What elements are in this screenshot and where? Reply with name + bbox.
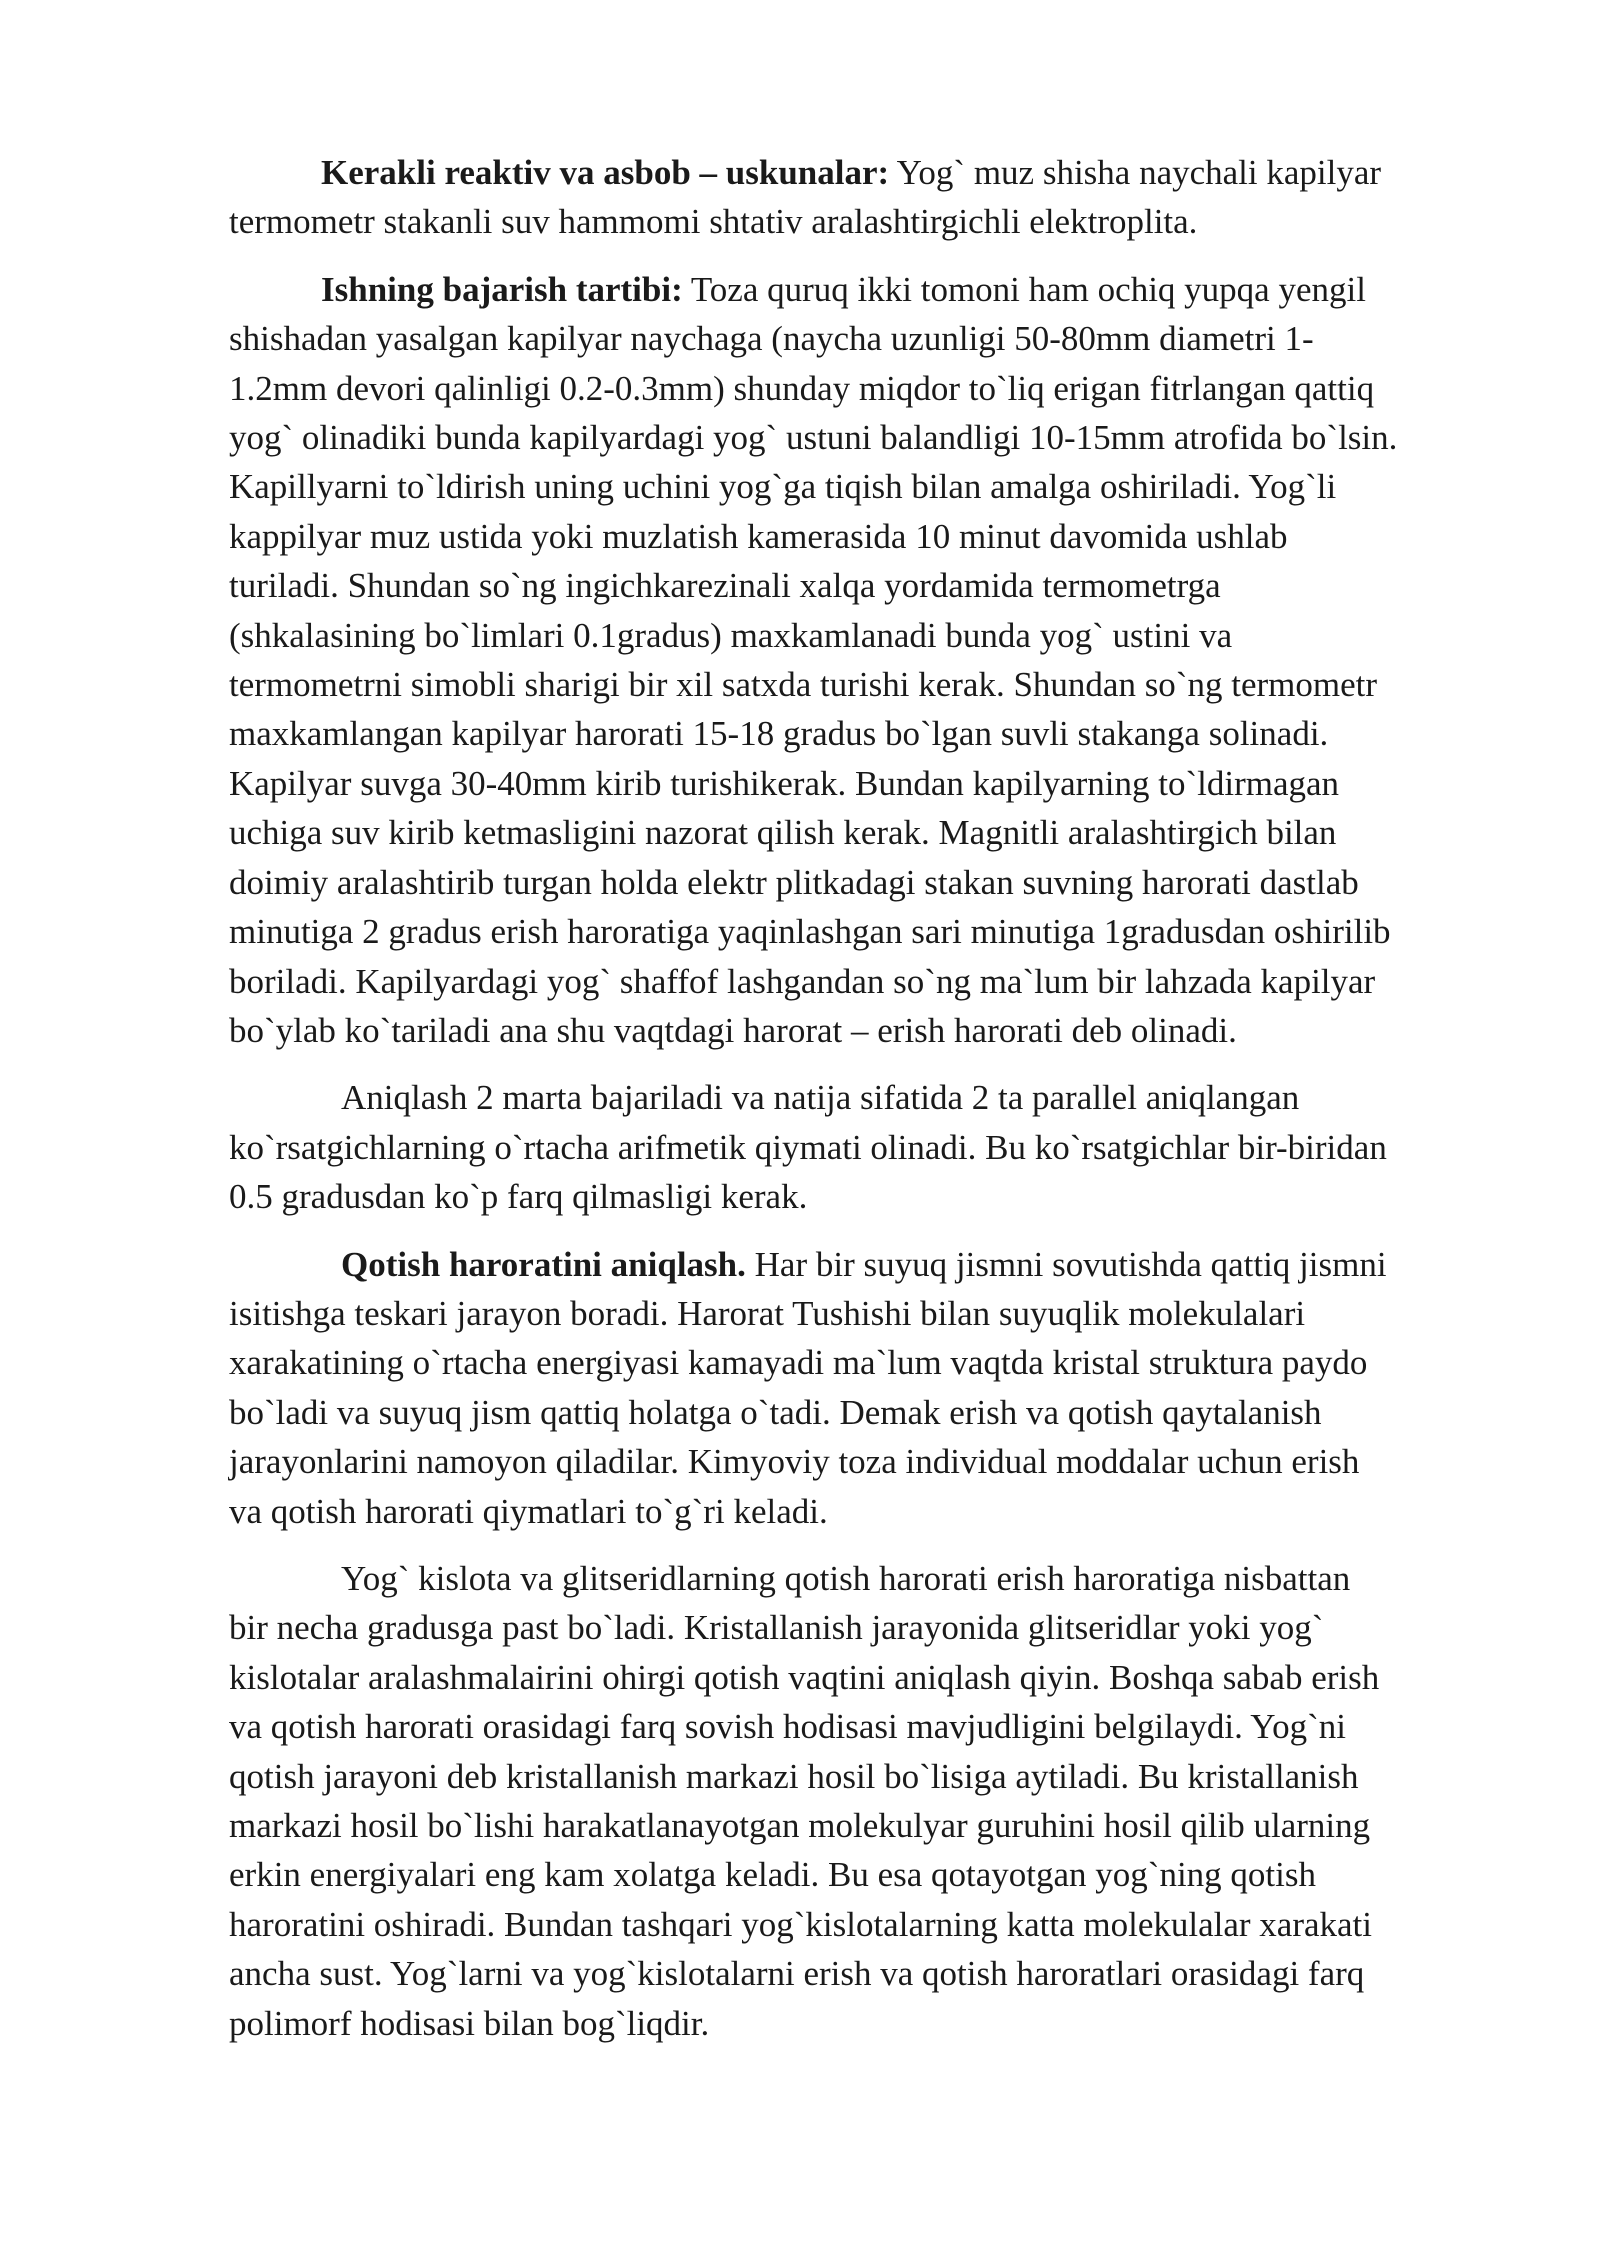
paragraph-line: bo`ladi va suyuq jism qattiq holatga o`tadi. Demak erish va qotish qaytalanish [229, 1392, 1322, 1432]
paragraph-line: boriladi. Kapilyardagi yog` shaffof lashgandan so`ng ma`lum bir lahzada kapilyar [229, 961, 1376, 1001]
paragraph-line: xarakatining o`rtacha energiyasi kamayadi ma`lum vaqtda kristal struktura paydo [229, 1343, 1368, 1383]
paragraph-procedure [229, 265, 1491, 1056]
paragraph-line: termometr stakanli suv hammomi shtativ aralashtirgichli elektroplita. [229, 202, 1198, 242]
paragraph-freezing [229, 1240, 1491, 1536]
paragraph-line: haroratini oshiradi. Bundan tashqari yog`kislotalarning katta molekulalar xarakati [229, 1904, 1372, 1944]
paragraph-line: ancha sust. Yog`larni va yog`kislotalarni erish va qotish haroratlari orasidagi farq [229, 1954, 1365, 1994]
paragraph-line: maxkamlangan kapilyar harorati 15-18 gradus bo`lgan suvli stakanga solinadi. [229, 714, 1329, 754]
paragraph-line: uchiga suv kirib ketmasligini nazorat qilish kerak. Magnitli aralashtirgich bilan [229, 813, 1337, 853]
paragraph-line: Yog` kislota va glitseridlarning qotish harorati erish haroratiga nisbattan [341, 1558, 1351, 1598]
paragraph-line: qotish jarayoni deb kristallanish markazi hosil bo`lisiga aytiladi. Bu kristallanish [229, 1756, 1359, 1796]
paragraph-line: turiladi. Shundan so`ng ingichkarezinali xalqa yordamida termometrga [229, 566, 1221, 606]
paragraph-line: ko`rsatgichlarning o`rtacha arifmetik qiymati olinadi. Bu ko`rsatgichlar bir-biridan [229, 1127, 1387, 1167]
paragraph-line: bo`ylab ko`tariladi ana shu vaqtdagi harorat – erish harorati deb olinadi. [229, 1010, 1237, 1050]
paragraph-heading: Kerakli reaktiv va asbob – uskunalar: [321, 153, 890, 192]
paragraph-line: Kapillyarni to`ldirish uning uchini yog`ga tiqish bilan amalga oshiriladi. Yog`li [229, 467, 1337, 507]
paragraph-line [229, 1240, 1491, 1289]
paragraph-text: Yog` muz shisha naychali kapilyar [889, 153, 1382, 192]
paragraph-line: jarayonlarini namoyon qiladilar. Kimyoviy toza individual moddalar uchun erish [229, 1442, 1360, 1482]
paragraph-line: isitishga teskari jarayon boradi. Harorat Tushishi bilan suyuqlik molekulalari [229, 1293, 1306, 1333]
paragraph-acids [229, 1554, 1491, 2048]
paragraph-line: shishadan yasalgan kapilyar naychaga (naycha uzunligi 50-80mm diametri 1- [229, 319, 1314, 359]
paragraph-heading: Qotish haroratini aniqlash. [341, 1244, 746, 1284]
paragraph-line: va qotish harorati orasidagi farq sovish hodisasi mavjudligini belgilaydi. Yog`ni [229, 1707, 1346, 1747]
paragraph-line: yog` olinadiki bunda kapilyardagi yog` ustuni balandligi 10-15mm atrofida bo`lsin. [229, 418, 1398, 458]
paragraph-line: Kapilyar suvga 30-40mm kirib turishikerak. Bundan kapilyarning to`ldirmagan [229, 763, 1340, 803]
paragraph-line: 1.2mm devori qalinligi 0.2-0.3mm) shunday miqdor to`liq erigan fitrlangan qattiq [229, 368, 1375, 408]
paragraph-heading: Ishning bajarish tartibi: [321, 269, 683, 309]
paragraph-text: Har bir suyuq jismni sovutishda qattiq jismni [745, 1244, 1387, 1284]
paragraph-line: 0.5 gradusdan ko`p farq qilmasligi kerak. [229, 1177, 808, 1217]
paragraph-line: doimiy aralashtirib turgan holda elektr plitkadagi stakan suvning harorati dastlab [229, 862, 1359, 902]
paragraph-line: termometrni simobli sharigi bir xil satxda turishi kerak. Shundan so`ng termometr [229, 665, 1377, 705]
paragraph-line: markazi hosil bo`lishi harakatlanayotgan molekulyar guruhini hosil qilib ularning [229, 1806, 1371, 1845]
paragraph-line: erkin energiyalari eng kam xolatga keladi. Bu esa qotayotgan yog`ning qotish [229, 1855, 1316, 1895]
paragraph-repeat [229, 1073, 1491, 1221]
paragraph-line: kislotalar aralashmalairini ohirgi qotish vaqtini aniqlash qiyin. Boshqa sabab erish [229, 1657, 1380, 1697]
paragraph-line [229, 148, 1491, 197]
paragraph-line: Aniqlash 2 marta bajariladi va natija sifatida 2 ta parallel aniqlangan [341, 1078, 1300, 1118]
paragraph-line [229, 265, 1491, 314]
paragraph-line: (shkalasining bo`limlari 0.1gradus) maxkamlanadi bunda yog` ustini va [229, 615, 1233, 655]
paragraph-line: bir necha gradusga past bo`ladi. Kristallanish jarayonida glitseridlar yoki yog` [229, 1608, 1324, 1648]
paragraph-text: Toza quruq ikki tomoni ham ochiq yupqa yengil [682, 269, 1366, 309]
paragraph-line: va qotish harorati qiymatlari to`g`ri keladi. [229, 1491, 828, 1531]
paragraph-equipment [229, 148, 1491, 247]
paragraph-line: polimorf hodisasi bilan bog`liqdir. [229, 2003, 710, 2043]
paragraph-line: minutiga 2 gradus erish haroratiga yaqinlashgan sari minutiga 1gradusdan oshirilib [229, 912, 1391, 952]
paragraph-line: kappilyar muz ustida yoki muzlatish kamerasida 10 minut davomida ushlab [229, 516, 1288, 556]
document-body [229, 148, 1491, 2066]
